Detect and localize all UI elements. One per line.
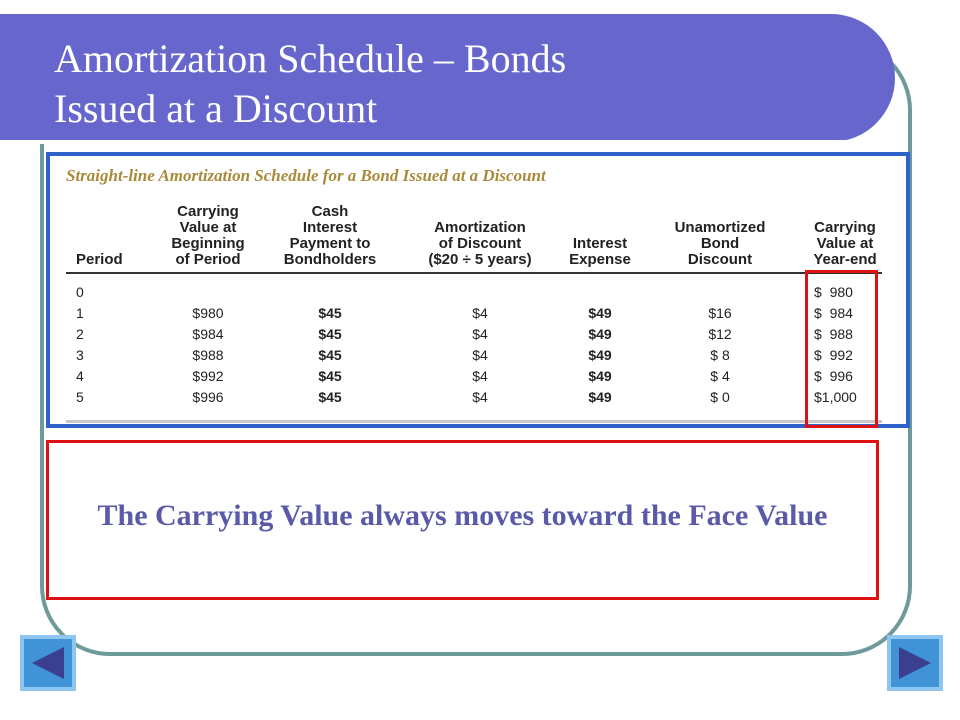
cell-unamortized bbox=[680, 282, 760, 303]
cell-carrying-end: $ 996 bbox=[814, 368, 853, 384]
cell-interest-expense: $49 bbox=[588, 326, 612, 342]
table-row bbox=[50, 324, 906, 345]
cell-period: 0 bbox=[76, 284, 84, 300]
slide-title-line-2: Issued at a Discount bbox=[54, 86, 378, 131]
cell-amortization: $4 bbox=[472, 368, 488, 384]
table-bottom-divider bbox=[66, 420, 882, 423]
cell-period: 4 bbox=[76, 368, 84, 384]
header-divider bbox=[66, 272, 882, 274]
title-underline bbox=[0, 140, 850, 144]
cell-interest-expense: $49 bbox=[588, 347, 612, 363]
schedule-caption: Straight-line Amortization Schedule for a Bond Issued at a Discount bbox=[66, 166, 546, 185]
table-row bbox=[50, 387, 906, 408]
cell-unamortized: $ 4 bbox=[710, 368, 730, 384]
cell-carrying-begin bbox=[168, 282, 248, 303]
header-cash-interest: Cash Interest Payment to Bondholders bbox=[283, 203, 377, 268]
cell-period: 1 bbox=[76, 305, 84, 321]
cell-carrying-begin: $984 bbox=[192, 326, 224, 342]
slide-title bbox=[54, 34, 566, 134]
cell-amortization: $4 bbox=[472, 305, 488, 321]
cell-amortization: $4 bbox=[472, 326, 488, 342]
note-callout bbox=[46, 440, 879, 600]
cell-amortization: $4 bbox=[472, 389, 488, 405]
cell-cash-interest: $45 bbox=[318, 347, 342, 363]
table-row bbox=[50, 303, 906, 324]
cell-cash-interest: $45 bbox=[318, 389, 342, 405]
cell-interest-expense: $49 bbox=[588, 389, 612, 405]
cell-cash-interest bbox=[290, 282, 370, 303]
table-row bbox=[50, 366, 906, 387]
cell-carrying-begin: $992 bbox=[192, 368, 224, 384]
triangle-left-icon bbox=[24, 639, 72, 687]
cell-period: 2 bbox=[76, 326, 84, 342]
table-row bbox=[50, 345, 906, 366]
cell-unamortized: $16 bbox=[708, 305, 732, 321]
cell-carrying-begin: $980 bbox=[192, 305, 224, 321]
header-carrying-begin: Carrying Value at Beginning of Period bbox=[171, 203, 245, 268]
amortization-schedule-table bbox=[46, 152, 910, 428]
cell-carrying-end: $ 992 bbox=[814, 347, 853, 363]
cell-carrying-begin: $996 bbox=[192, 389, 224, 405]
cell-carrying-end: $ 984 bbox=[814, 305, 853, 321]
table-row bbox=[50, 282, 906, 303]
previous-slide-button[interactable] bbox=[20, 635, 76, 691]
cell-interest-expense: $49 bbox=[588, 368, 612, 384]
cell-carrying-begin: $988 bbox=[192, 347, 224, 363]
cell-unamortized: $12 bbox=[708, 326, 732, 342]
cell-cash-interest: $45 bbox=[318, 368, 342, 384]
cell-period: 3 bbox=[76, 347, 84, 363]
header-carrying-end: Carrying Value at Year-end bbox=[813, 219, 877, 268]
cell-cash-interest: $45 bbox=[318, 326, 342, 342]
cell-unamortized: $ 0 bbox=[710, 389, 730, 405]
cell-carrying-end: $ 988 bbox=[814, 326, 853, 342]
cell-amortization bbox=[440, 282, 520, 303]
cell-carrying-end: $1,000 bbox=[814, 389, 857, 405]
cell-cash-interest: $45 bbox=[318, 305, 342, 321]
cell-carrying-end: $ 980 bbox=[814, 284, 853, 300]
header-period: Period bbox=[76, 251, 123, 268]
triangle-right-icon bbox=[891, 639, 939, 687]
next-slide-button[interactable] bbox=[887, 635, 943, 691]
cell-period: 5 bbox=[76, 389, 84, 405]
slide-title-line-1: Amortization Schedule – Bonds bbox=[54, 36, 567, 81]
title-banner bbox=[0, 14, 895, 142]
note-text: The Carrying Value always moves toward the Face Value bbox=[97, 499, 828, 532]
cell-unamortized: $ 8 bbox=[710, 347, 730, 363]
header-interest-expense: Interest Expense bbox=[569, 235, 631, 268]
carrying-value-highlight bbox=[805, 270, 878, 428]
cell-amortization: $4 bbox=[472, 347, 488, 363]
header-unamortized: Unamortized Bond Discount bbox=[674, 219, 766, 268]
header-amortization: Amortization of Discount ($20 ÷ 5 years) bbox=[428, 219, 532, 268]
cell-interest-expense bbox=[560, 282, 640, 303]
cell-interest-expense: $49 bbox=[588, 305, 612, 321]
